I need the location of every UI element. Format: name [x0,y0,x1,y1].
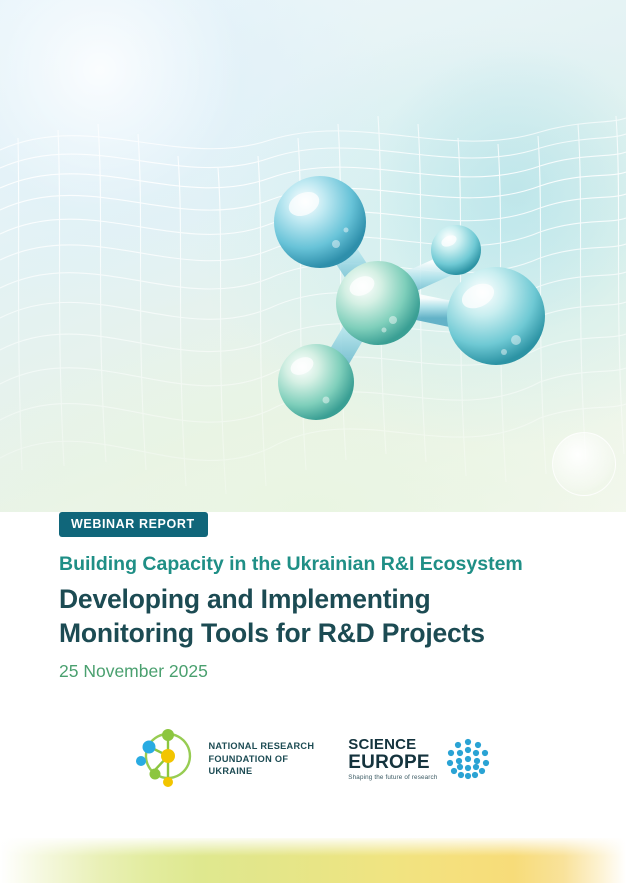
logo-row [0,726,626,792]
page-title-line-1: Developing and Implementing [59,583,431,614]
science-europe-sphere-mark-icon [445,736,491,782]
logo-nrfu-line-1: NATIONAL RESEARCH [208,740,315,751]
logo-se-line-1: SCIENCE [348,735,417,753]
page-title-line-2: Monitoring Tools for R&D Projects [59,617,485,648]
status-badge: WEBINAR REPORT [59,512,208,537]
decorative-circle [552,432,616,496]
logo-science-europe [348,736,490,782]
logo-nrfu-line-2: FOUNDATION OF [208,753,289,764]
page-title [59,583,579,650]
logo-science-europe-text [348,737,437,781]
logo-nrfu [135,726,314,792]
logo-nrfu-text [208,740,314,778]
nrfu-molecule-mark-icon [135,726,199,792]
logo-se-tagline: Shaping the future of research [348,773,438,781]
bottom-gradient-bar [0,838,626,883]
cover-subtitle: Building Capacity in the Ukrainian R&I Ecosystem [59,552,523,575]
cover-title-block [59,512,579,682]
logo-se-line-2: EUROPE [348,751,430,773]
logo-nrfu-line-3: UKRAINE [208,766,253,777]
cover-date: 25 November 2025 [59,661,208,682]
molecule-illustration [258,170,598,430]
